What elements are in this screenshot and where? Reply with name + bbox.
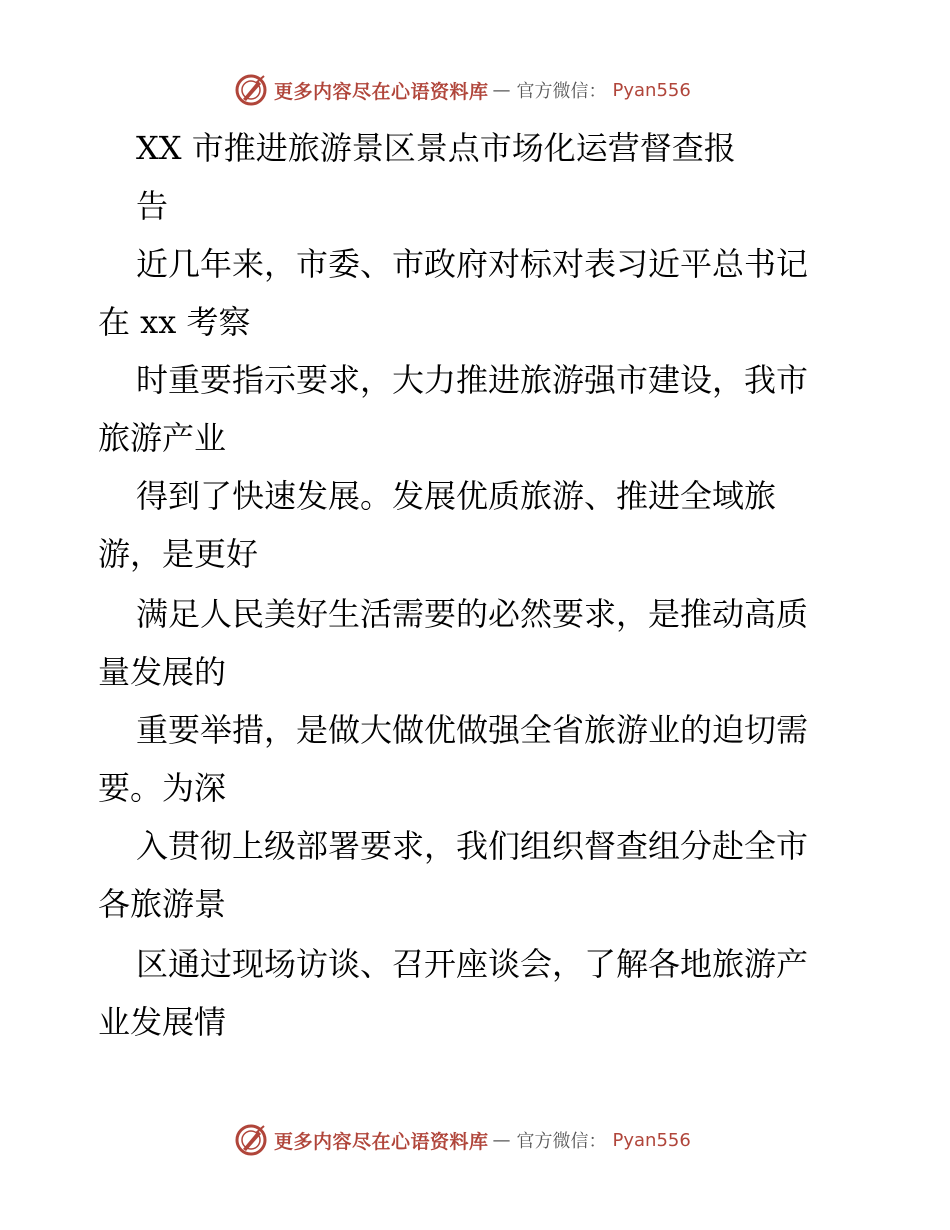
watermark-dash: —	[492, 79, 511, 101]
paragraph-line: 旅游产业	[98, 419, 227, 457]
paragraph-line: 各旅游景	[98, 885, 227, 923]
footer-watermark	[234, 1122, 691, 1158]
watermark-wechat-id: Pyan556	[612, 1129, 691, 1151]
watermark-wechat-id: Pyan556	[612, 79, 691, 101]
paragraph-line: 时重要指示要求，大力推进旅游强市建设，我市	[136, 361, 809, 399]
paragraph-line: 量发展的	[98, 653, 227, 691]
paragraph-line: 游，是更好	[98, 535, 259, 573]
paragraph-line: 要。为深	[98, 769, 227, 807]
watermark-dash: —	[492, 1129, 511, 1151]
paragraph-line: 得到了快速发展。发展优质旅游、推进全域旅	[136, 477, 777, 515]
document-title-line-1: XX 市推进旅游景区景点市场化运营督查报	[136, 129, 736, 167]
paragraph-line: 入贯彻上级部署要求，我们组织督查组分赴全市	[136, 827, 809, 865]
paragraph-line: 区通过现场访谈、召开座谈会，了解各地旅游产	[136, 945, 809, 983]
watermark-main-text: 更多内容尽在心语资料库	[274, 1130, 489, 1153]
paragraph-line: 重要举措，是做大做优做强全省旅游业的迫切需	[136, 711, 809, 749]
quill-seal-icon	[234, 1123, 268, 1157]
paragraph-line: 近几年来，市委、市政府对标对表习近平总书记	[136, 245, 809, 283]
paragraph-line: 满足人民美好生活需要的必然要求，是推动高质	[136, 595, 809, 633]
watermark-sub-text: 官方微信：	[516, 1131, 607, 1152]
watermark-sub-text: 官方微信：	[516, 81, 607, 102]
header-watermark	[234, 72, 691, 108]
watermark-main-text: 更多内容尽在心语资料库	[274, 80, 489, 103]
paragraph-line: 在 xx 考察	[98, 303, 251, 341]
document-title-line-2: 告	[136, 187, 169, 225]
quill-seal-icon	[234, 73, 268, 107]
paragraph-line: 业发展情	[98, 1003, 227, 1041]
